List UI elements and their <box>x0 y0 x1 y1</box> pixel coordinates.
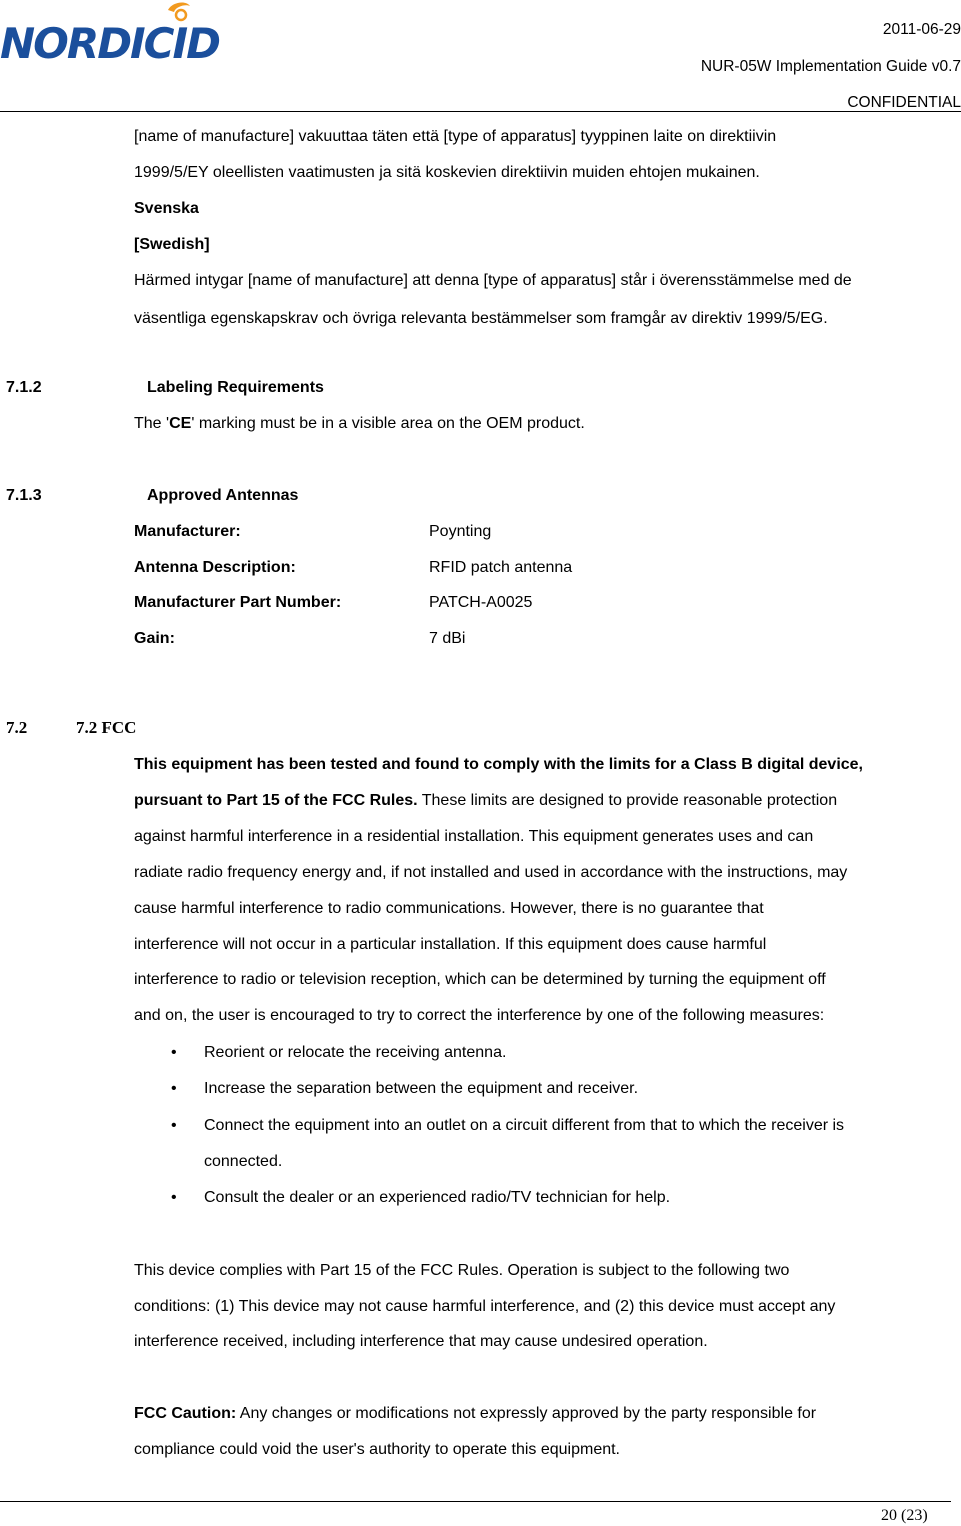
page-number: 20 (23) <box>881 1507 928 1524</box>
swedish-heading: Svenska <box>134 200 199 217</box>
bullet-item-2: Increase the separation between the equipment and receiver. <box>204 1080 639 1097</box>
fcc-p2-line-3: interference received, including interference that may cause undesired operation. <box>134 1333 708 1350</box>
fcc-caution-label: FCC Caution: <box>134 1405 237 1422</box>
section-number-712: 7.1.2 <box>6 379 42 396</box>
fcc-p1-line-5: cause harmful interference to radio communications. However, there is no guarantee that <box>134 900 764 917</box>
header-classification: CONFIDENTIAL <box>847 94 961 111</box>
bullet-marker: • <box>171 1080 177 1097</box>
nordicid-logo <box>0 0 226 62</box>
bullet-item-1: Reorient or relocate the receiving antenna. <box>204 1044 507 1061</box>
labeling-text: The 'CE' marking must be in a visible area on the OEM product. <box>134 415 585 432</box>
antenna-value-part-number: PATCH-A0025 <box>429 594 533 611</box>
bullet-marker: • <box>171 1117 177 1134</box>
bullet-marker: • <box>171 1189 177 1206</box>
fcc-p2-line-1: This device complies with Part 15 of the FCC Rules. Operation is subject to the following two <box>134 1262 790 1279</box>
header-doc-title: NUR-05W Implementation Guide v0.7 <box>700 58 961 75</box>
fcc-p1-line-7: interference to radio or television reception, which can be determined by turning the equipment off <box>134 971 826 988</box>
antenna-value-manufacturer: Poynting <box>429 523 492 540</box>
antenna-value-description: RFID patch antenna <box>429 559 573 576</box>
antenna-label-gain: Gain: <box>134 630 175 647</box>
section-number-713: 7.1.3 <box>6 487 42 504</box>
bullet-item-4: Consult the dealer or an experienced radio/TV technician for help. <box>204 1189 671 1206</box>
ce-mark-text: CE <box>169 415 192 432</box>
fcc-p1-line-2: pursuant to Part 15 of the FCC Rules. These limits are designed to provide reasonable protection <box>134 792 838 809</box>
swedish-subheading: [Swedish] <box>134 236 210 253</box>
finnish-line-2: 1999/5/EY oleellisten vaatimusten ja sitä koskevien direktiivin muiden ehtojen mukainen. <box>134 164 760 181</box>
section-title-antennas: Approved Antennas <box>147 487 299 504</box>
antenna-label-description: Antenna Description: <box>134 559 296 576</box>
bullet-marker: • <box>171 1044 177 1061</box>
header-date: 2011-06-29 <box>882 21 961 38</box>
antenna-label-part-number: Manufacturer Part Number: <box>134 594 342 611</box>
logo-wordmark: NORDICID <box>0 19 219 62</box>
fcc-p1-line-3: against harmful interference in a residential installation. This equipment generates uses and can <box>134 828 814 845</box>
section-title-labeling: Labeling Requirements <box>147 379 324 396</box>
section-number-72: 7.2 <box>6 718 28 737</box>
footer-rule <box>0 1501 951 1502</box>
fcc-p1-bold-line-1: This equipment has been tested and found to comply with the limits for a Class B digital device, <box>134 756 863 773</box>
bullet-item-3: Connect the equipment into an outlet on a circuit different from that to which the receiver is <box>204 1117 845 1134</box>
fcc-caution-line-2: compliance could void the user's authority to operate this equipment. <box>134 1441 620 1458</box>
finnish-line-1: [name of manufacture] vakuuttaa täten että [type of apparatus] tyyppinen laite on direktiivin <box>134 128 777 145</box>
fcc-caution-line-1: FCC Caution: Any changes or modifications not expressly approved by the party responsible for <box>134 1405 817 1422</box>
swedish-line-2: väsentliga egenskapskrav och övriga relevanta bestämmelser som framgår av direktiv 1999/5/EG. <box>134 310 828 327</box>
header-rule <box>0 111 961 112</box>
bullet-item-3-cont: connected. <box>204 1153 283 1170</box>
fcc-p1-line-8: and on, the user is encouraged to try to correct the interference by one of the following measures: <box>134 1007 825 1024</box>
fcc-p1-line-4: radiate radio frequency energy and, if not installed and used in accordance with the instructions, may <box>134 864 848 881</box>
swedish-line-1: Härmed intygar [name of manufacture] att denna [type of apparatus] står i överensstämmelse med de <box>134 272 852 289</box>
antenna-value-gain: 7 dBi <box>429 630 466 647</box>
section-title-fcc: 7.2 FCC <box>76 718 137 737</box>
fcc-p1-line-6: interference will not occur in a particular installation. If this equipment does cause harmful <box>134 936 767 953</box>
antenna-label-manufacturer: Manufacturer: <box>134 523 241 540</box>
fcc-p2-line-2: conditions: (1) This device may not cause harmful interference, and (2) this device must accept any <box>134 1298 836 1315</box>
